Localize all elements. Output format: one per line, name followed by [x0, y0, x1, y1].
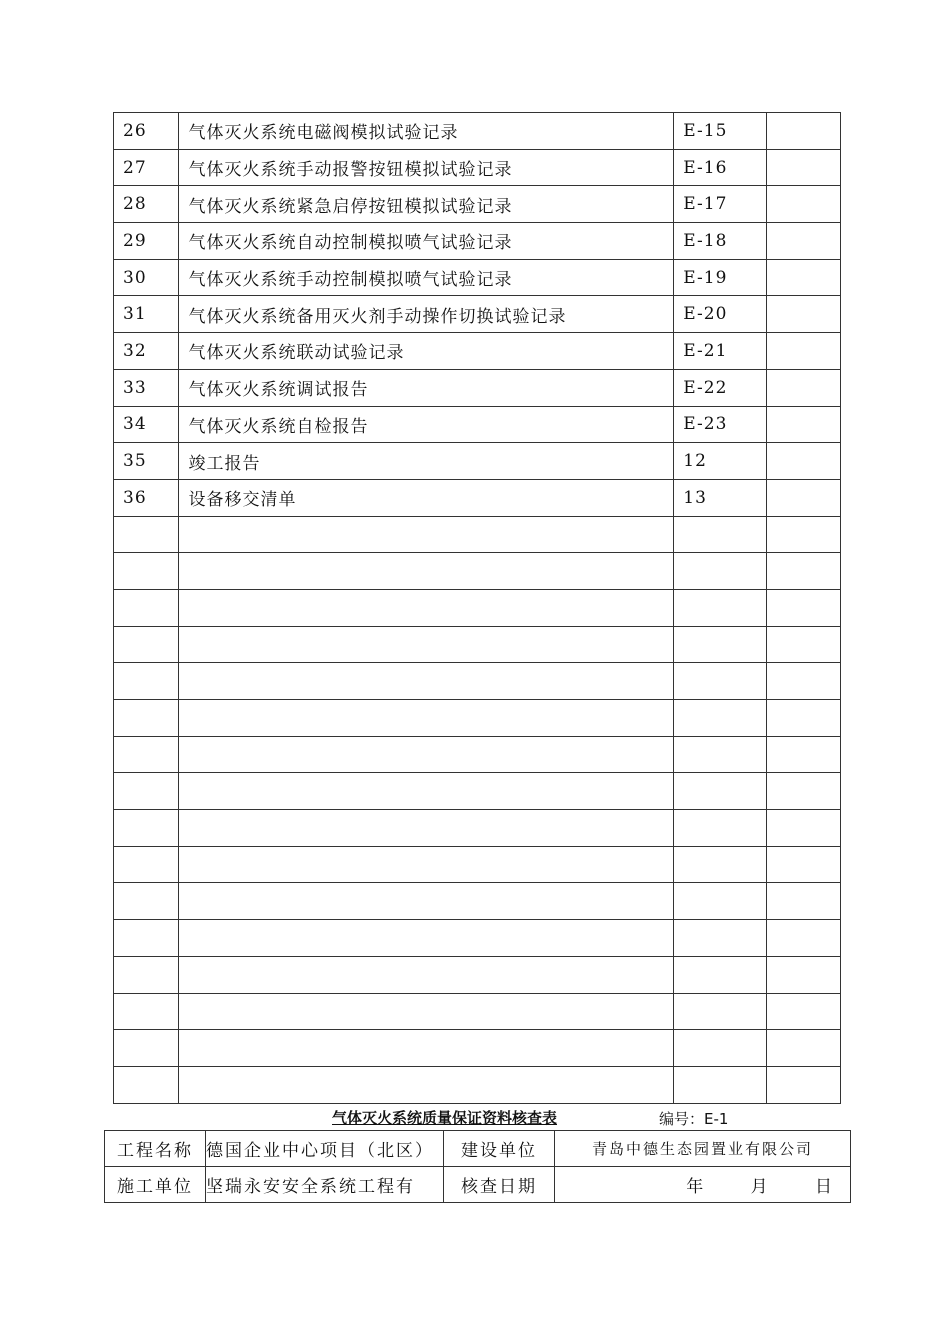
contractor-value: 坚瑞永安安全系统工程有	[206, 1167, 444, 1203]
empty-table-row	[114, 736, 841, 773]
form-code: 编号：E-1	[659, 1110, 729, 1128]
row-check-cell	[767, 113, 841, 150]
row-document-name	[179, 846, 674, 883]
row-code: E-22	[674, 369, 767, 406]
empty-table-row	[114, 773, 841, 810]
row-code: E-16	[674, 149, 767, 186]
row-number	[114, 516, 179, 553]
empty-table-row	[114, 920, 841, 957]
builder-label: 建设单位	[444, 1131, 555, 1167]
records-table	[113, 112, 841, 1104]
row-document-name: 气体灭火系统电磁阀模拟试验记录	[179, 113, 674, 150]
empty-table-row	[114, 883, 841, 920]
empty-table-row	[114, 553, 841, 590]
empty-table-row	[114, 956, 841, 993]
table-row	[114, 479, 841, 516]
row-number: 35	[114, 443, 179, 480]
row-code	[674, 956, 767, 993]
check-date-label: 核查日期	[444, 1167, 555, 1203]
row-check-cell	[767, 333, 841, 370]
row-number	[114, 663, 179, 700]
row-document-name	[179, 920, 674, 957]
info-row	[105, 1167, 851, 1203]
row-document-name	[179, 663, 674, 700]
row-document-name: 气体灭火系统自动控制模拟喷气试验记录	[179, 223, 674, 260]
row-number: 26	[114, 113, 179, 150]
row-number	[114, 589, 179, 626]
row-document-name	[179, 736, 674, 773]
row-number	[114, 700, 179, 737]
row-number: 30	[114, 259, 179, 296]
row-document-name: 气体灭火系统紧急启停按钮模拟试验记录	[179, 186, 674, 223]
row-check-cell	[767, 369, 841, 406]
row-number	[114, 773, 179, 810]
table-row	[114, 369, 841, 406]
row-document-name	[179, 956, 674, 993]
row-document-name: 竣工报告	[179, 443, 674, 480]
row-number	[114, 1030, 179, 1067]
row-code: 13	[674, 479, 767, 516]
project-name-value: 德国企业中心项目（北区）	[206, 1131, 444, 1167]
row-document-name	[179, 516, 674, 553]
row-check-cell	[767, 846, 841, 883]
row-code	[674, 553, 767, 590]
row-check-cell	[767, 553, 841, 590]
row-code	[674, 846, 767, 883]
row-document-name	[179, 883, 674, 920]
row-number: 28	[114, 186, 179, 223]
project-info-table	[104, 1130, 851, 1203]
row-check-cell	[767, 406, 841, 443]
table-row	[114, 296, 841, 333]
row-code	[674, 773, 767, 810]
row-code	[674, 883, 767, 920]
records-table-body	[114, 113, 841, 1104]
row-document-name	[179, 993, 674, 1030]
empty-table-row	[114, 993, 841, 1030]
row-check-cell	[767, 736, 841, 773]
row-code	[674, 736, 767, 773]
row-number	[114, 956, 179, 993]
row-document-name	[179, 1066, 674, 1103]
row-code	[674, 626, 767, 663]
row-check-cell	[767, 773, 841, 810]
table-row	[114, 333, 841, 370]
row-code: E-20	[674, 296, 767, 333]
table-row	[114, 113, 841, 150]
row-number: 27	[114, 149, 179, 186]
row-check-cell	[767, 259, 841, 296]
table-row	[114, 186, 841, 223]
project-name-label: 工程名称	[105, 1131, 206, 1167]
empty-table-row	[114, 810, 841, 847]
empty-table-row	[114, 1030, 841, 1067]
row-document-name: 气体灭火系统手动报警按钮模拟试验记录	[179, 149, 674, 186]
empty-table-row	[114, 516, 841, 553]
table-row	[114, 443, 841, 480]
table-row	[114, 406, 841, 443]
row-code: E-21	[674, 333, 767, 370]
row-number	[114, 993, 179, 1030]
row-document-name: 气体灭火系统联动试验记录	[179, 333, 674, 370]
row-code	[674, 663, 767, 700]
check-date-value	[555, 1167, 851, 1203]
info-row	[105, 1131, 851, 1167]
row-check-cell	[767, 700, 841, 737]
row-number	[114, 626, 179, 663]
row-document-name	[179, 773, 674, 810]
form-title: 气体灭火系统质量保证资料核查表	[332, 1109, 558, 1127]
row-number: 36	[114, 479, 179, 516]
row-number	[114, 736, 179, 773]
row-check-cell	[767, 1066, 841, 1103]
row-document-name: 气体灭火系统备用灭火剂手动操作切换试验记录	[179, 296, 674, 333]
empty-table-row	[114, 589, 841, 626]
row-check-cell	[767, 186, 841, 223]
row-code	[674, 516, 767, 553]
row-document-name: 气体灭火系统自检报告	[179, 406, 674, 443]
table-row	[114, 223, 841, 260]
empty-table-row	[114, 700, 841, 737]
table-row	[114, 259, 841, 296]
row-code	[674, 920, 767, 957]
row-check-cell	[767, 993, 841, 1030]
row-code	[674, 1066, 767, 1103]
row-check-cell	[767, 810, 841, 847]
empty-table-row	[114, 1066, 841, 1103]
row-number: 29	[114, 223, 179, 260]
row-code: E-18	[674, 223, 767, 260]
day-label: 日	[815, 1177, 832, 1197]
row-check-cell	[767, 920, 841, 957]
row-document-name	[179, 810, 674, 847]
row-check-cell	[767, 1030, 841, 1067]
row-document-name: 气体灭火系统手动控制模拟喷气试验记录	[179, 259, 674, 296]
row-document-name	[179, 1030, 674, 1067]
row-document-name	[179, 553, 674, 590]
row-number	[114, 1066, 179, 1103]
builder-value: 青岛中德生态园置业有限公司	[555, 1131, 851, 1167]
row-number: 33	[114, 369, 179, 406]
row-code	[674, 993, 767, 1030]
row-document-name	[179, 700, 674, 737]
row-number	[114, 883, 179, 920]
row-check-cell	[767, 479, 841, 516]
row-check-cell	[767, 149, 841, 186]
row-number	[114, 553, 179, 590]
row-check-cell	[767, 223, 841, 260]
row-number	[114, 920, 179, 957]
row-number: 31	[114, 296, 179, 333]
row-code	[674, 700, 767, 737]
row-check-cell	[767, 443, 841, 480]
row-check-cell	[767, 883, 841, 920]
table-row	[114, 149, 841, 186]
row-code: 12	[674, 443, 767, 480]
contractor-label: 施工单位	[105, 1167, 206, 1203]
row-number	[114, 846, 179, 883]
row-check-cell	[767, 626, 841, 663]
row-code	[674, 810, 767, 847]
row-number: 34	[114, 406, 179, 443]
row-check-cell	[767, 663, 841, 700]
empty-table-row	[114, 663, 841, 700]
row-check-cell	[767, 516, 841, 553]
row-number	[114, 810, 179, 847]
month-label: 月	[750, 1177, 768, 1197]
empty-table-row	[114, 846, 841, 883]
row-document-name: 气体灭火系统调试报告	[179, 369, 674, 406]
row-document-name	[179, 626, 674, 663]
row-check-cell	[767, 956, 841, 993]
row-code: E-17	[674, 186, 767, 223]
row-code: E-15	[674, 113, 767, 150]
row-document-name	[179, 589, 674, 626]
row-code: E-23	[674, 406, 767, 443]
empty-table-row	[114, 626, 841, 663]
row-code	[674, 589, 767, 626]
row-code	[674, 1030, 767, 1067]
row-number: 32	[114, 333, 179, 370]
year-label: 年	[686, 1177, 704, 1197]
row-document-name: 设备移交清单	[179, 479, 674, 516]
row-check-cell	[767, 589, 841, 626]
row-code: E-19	[674, 259, 767, 296]
row-check-cell	[767, 296, 841, 333]
